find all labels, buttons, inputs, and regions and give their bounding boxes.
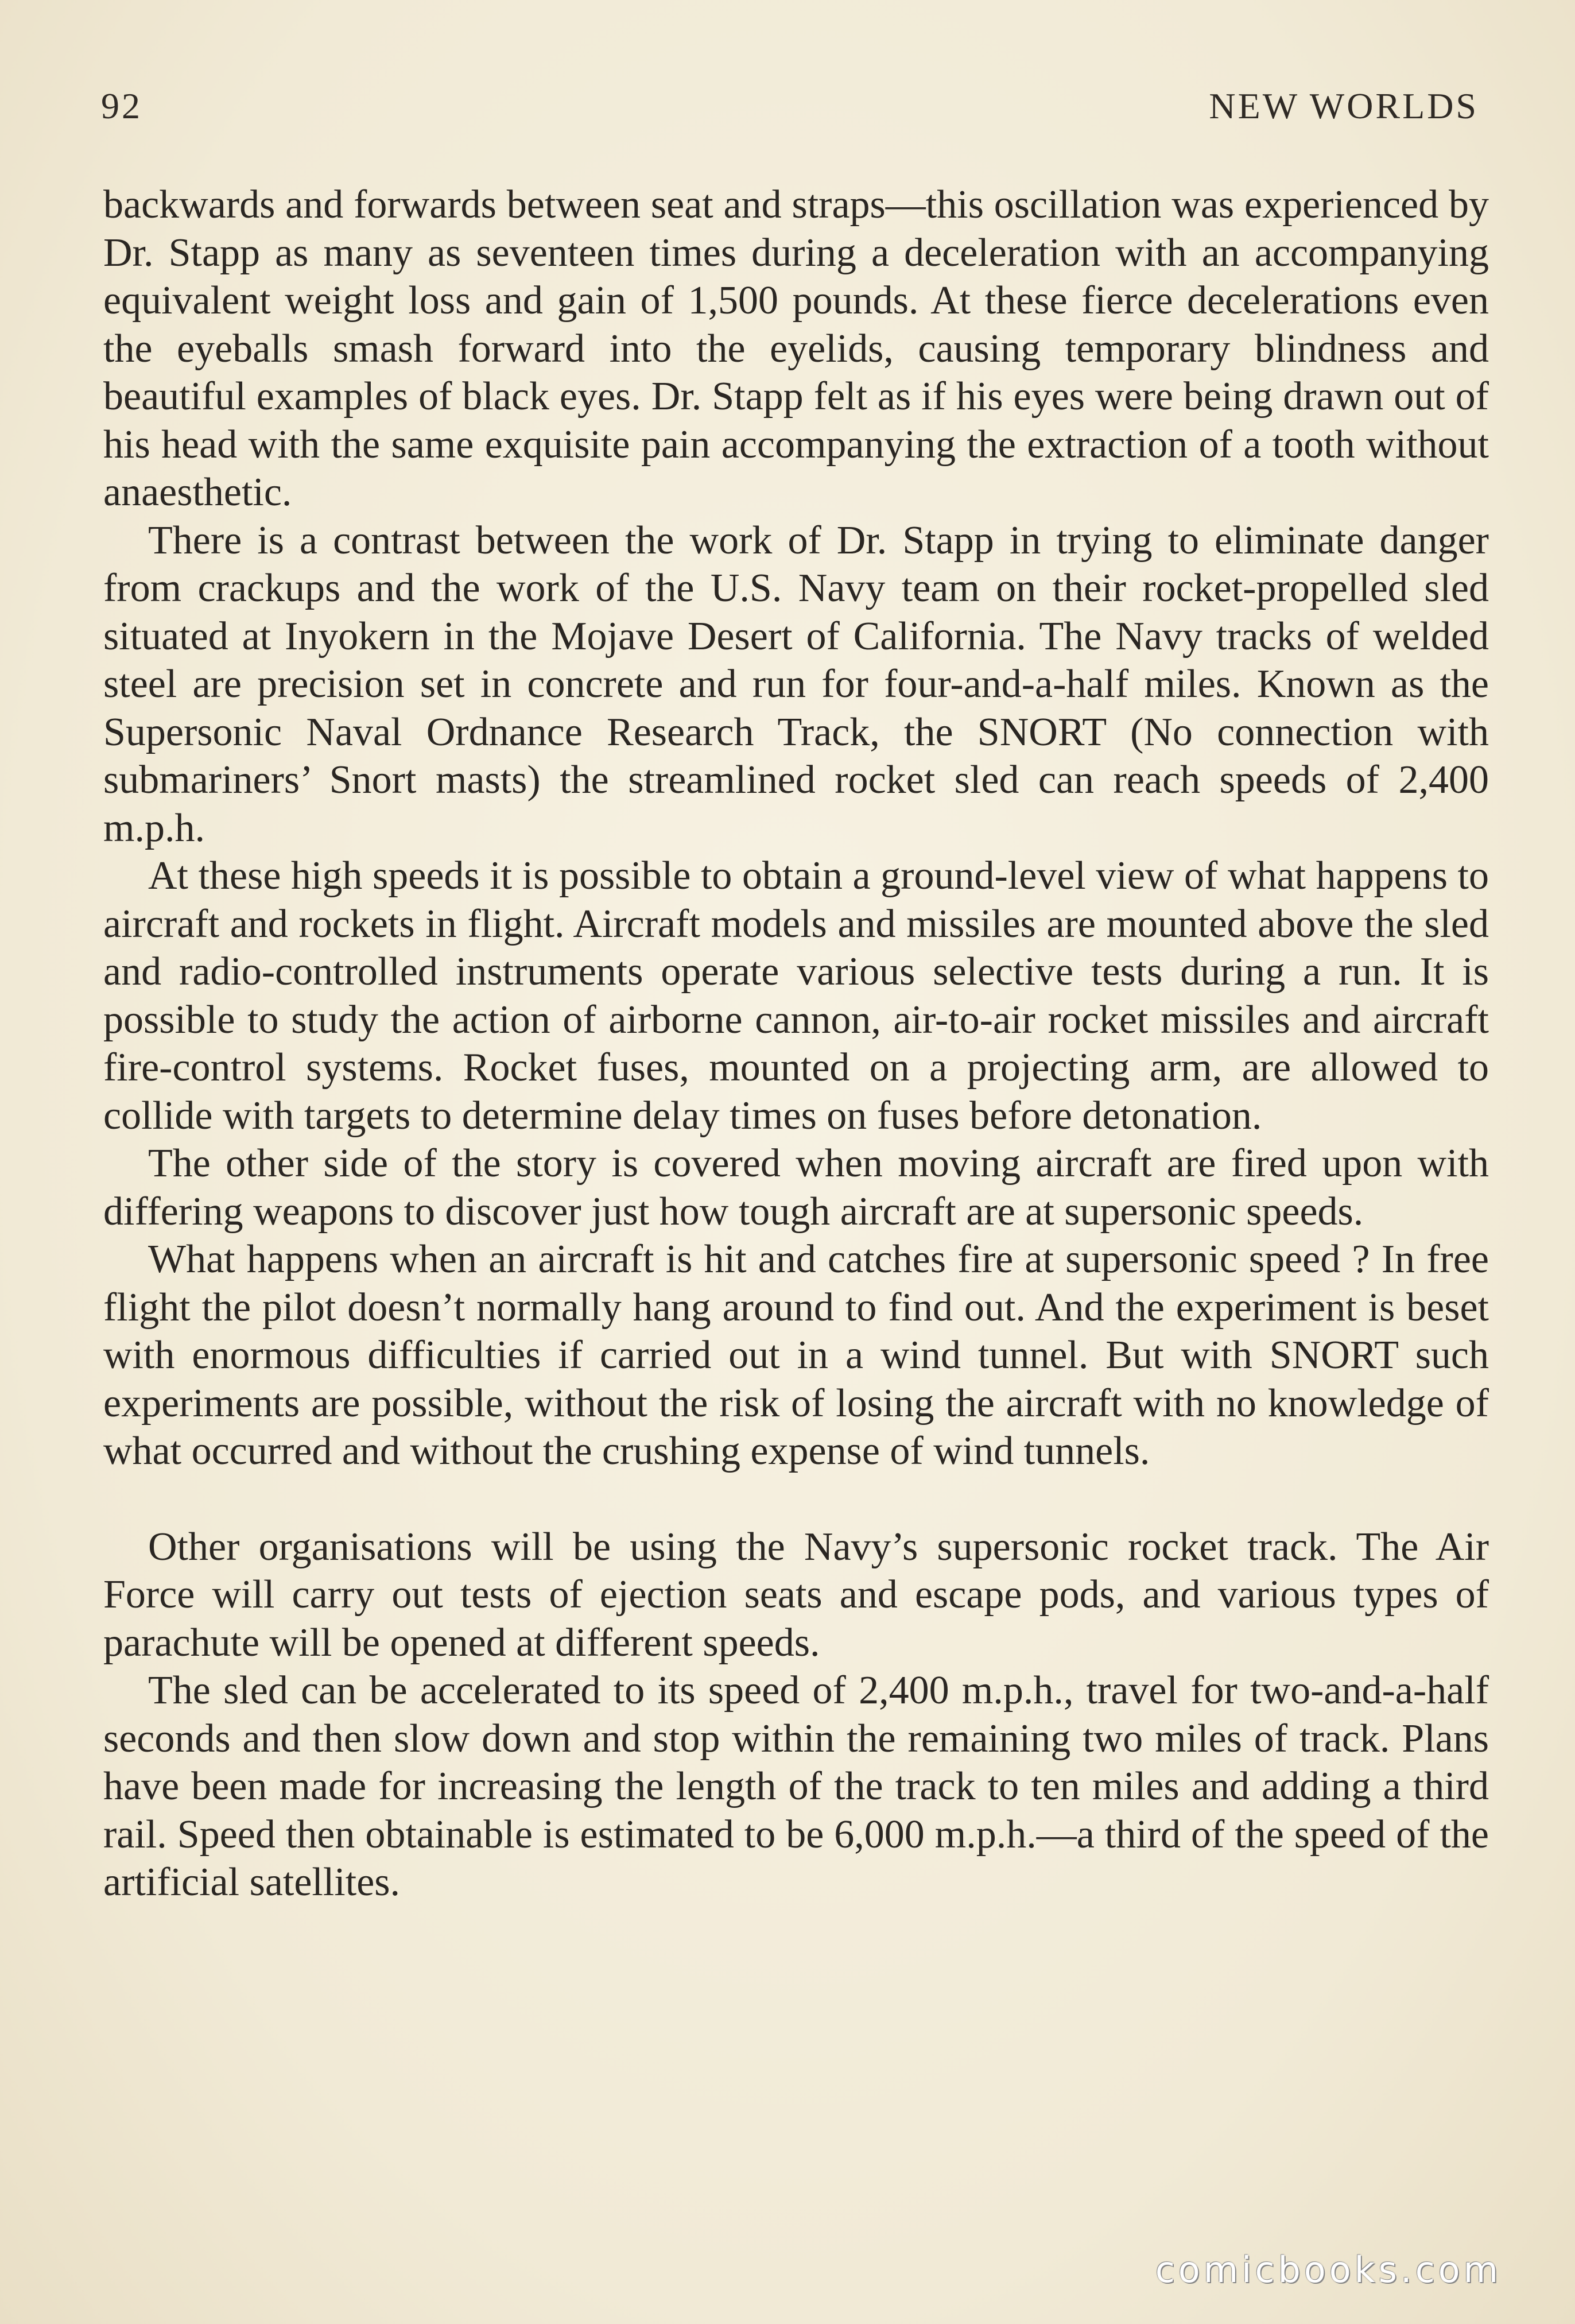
paragraph: The sled can be accelerated to its speed of 2,400 m.p.h., travel for two-and-a-half seconds and then slow down and stop within the remaining two miles of track. Plans have been made for increasing the length of the track to ten miles and adding a third rail. Speed then obtainable is estimated to be 6,000 m.p.h.—a third of the speed of the artificial satellites. — [103, 1668, 1489, 1904]
article-body — [103, 181, 1489, 1907]
paragraph: backwards and forwards between seat and straps—this oscillation was experienced by Dr. Stapp as many as seventeen times during a deceleration with an accompanying equivalent weight loss and gain of 1,500 pounds. At these fierce decelerations even the eyeballs smash forward into the eyelids, causing temporary blindness and beautiful examples of black eyes. Dr. Stapp felt as if his eyes were being drawn out of his head with the same exquisite pain accompanying the extraction of a tooth without anaesthetic. — [103, 183, 1489, 514]
paragraph: There is a contrast between the work of Dr. Stapp in trying to eliminate danger from crackups and the work of the U.S. Navy team on their rocket-propelled sled situated at Inyokern in the Mojave Desert of California. The Navy tracks of welded steel are precision set in concrete and run for four-and-a-half miles. Known as the Supersonic Naval Ordnance Research Track, the SNORT (No connection with submariners’ Snort masts) the streamlined rocket sled can reach speeds of 2,400 m.p.h. — [103, 518, 1489, 850]
paragraph: What happens when an aircraft is hit and catches fire at supersonic speed ? In free flight the pilot doesn’t normally hang around to find out. And the experiment is beset with enormous difficulties if carried out in a wind tunnel. But with SNORT such experiments are possible, without the risk of losing the aircraft with no knowledge of what occurred and without the crushing expense of wind tunnels. — [103, 1237, 1489, 1473]
watermark: comicbooks.com — [1155, 2249, 1502, 2291]
running-title: NEW WORLDS — [1209, 86, 1479, 126]
page-number: 92 — [101, 86, 142, 126]
paragraph: Other organisations will be using the Navy’s supersonic rocket track. The Air Force will carry out tests of ejection seats and escape pods, and various types of parachute will be opened at different speeds. — [103, 1524, 1489, 1665]
paragraph: At these high speeds it is possible to obtain a ground-level view of what happens to aircraft and rockets in flight. Aircraft models and missiles are mounted above the sled and radio-controlled instruments operate various selective tests during a run. It is possible to study the action of airborne cannon, air-to-air rocket missiles and aircraft fire-control systems. Rocket fuses, mounted on a projecting arm, are allowed to collide with targets to determine delay times on fuses before detonation. — [103, 854, 1489, 1138]
page-header — [101, 85, 1479, 127]
paragraph: The other side of the story is covered when moving aircraft are fired upon with differing weapons to discover just how tough aircraft are at supersonic speeds. — [103, 1141, 1489, 1234]
